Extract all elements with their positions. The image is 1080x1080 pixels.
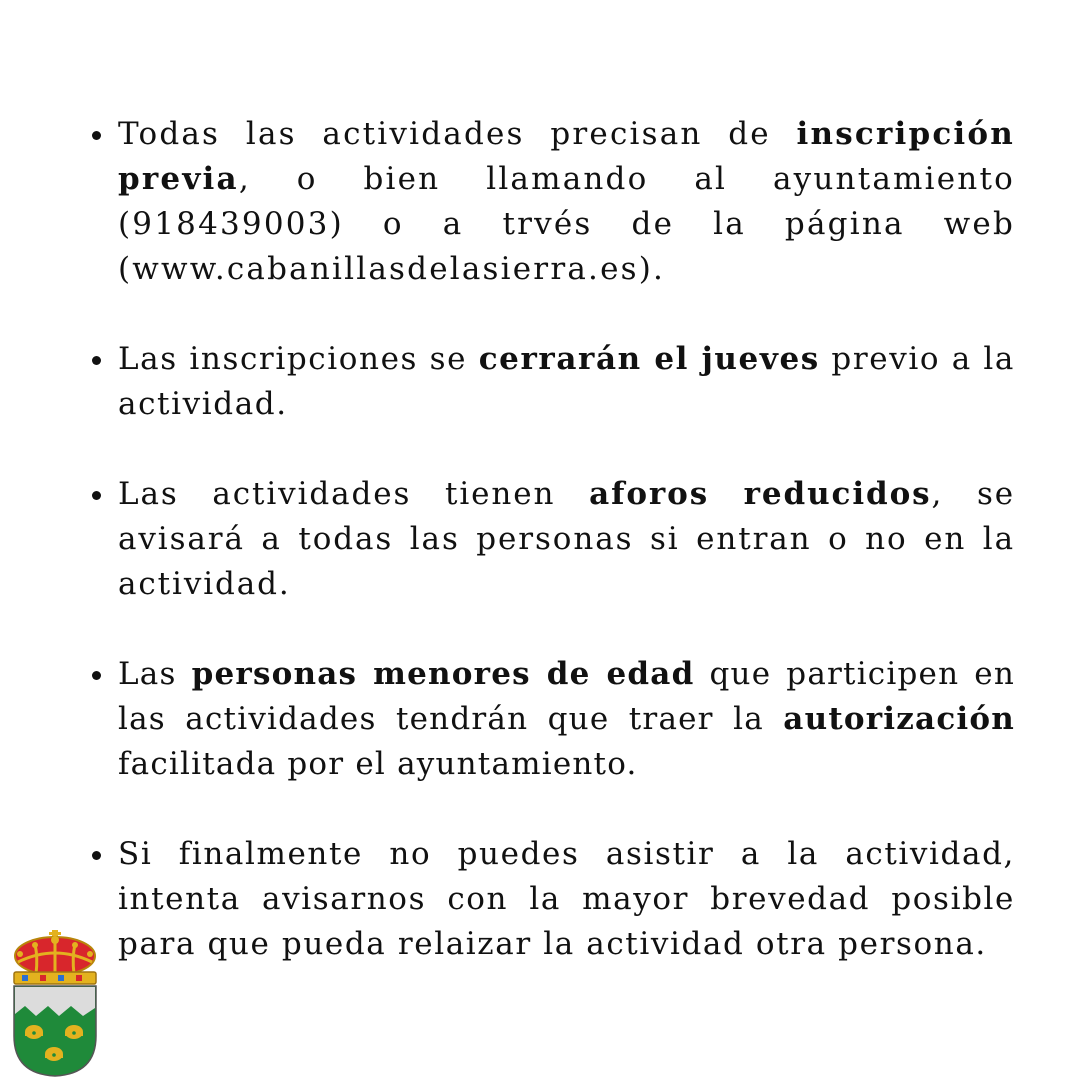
rule-text: Las	[118, 656, 192, 692]
bullet-icon	[92, 131, 101, 140]
bullet-icon	[92, 671, 101, 680]
rule-emphasis: inscripción previa	[118, 116, 1015, 197]
rule-text: que participen en las actividades tendrán que traer la	[118, 656, 1015, 737]
rule-item	[118, 652, 1015, 787]
rule-emphasis: personas menores de edad	[191, 656, 695, 692]
rule-item	[118, 472, 1015, 607]
rule-text: Todas las actividades precisan de	[118, 116, 797, 152]
bullet-icon	[92, 491, 101, 500]
rule-item	[118, 112, 1015, 292]
rule-text: , o bien llamando al ayuntamiento (918439003) o a trvés de la página web (www.cabanillasdelasierra.es).	[118, 161, 1015, 287]
rule-text: Las inscripciones se	[118, 341, 479, 377]
crown-icon	[14, 930, 96, 984]
rule-text: Si finalmente no puedes asistir a la actividad, intenta avisarnos con la mayor brevedad posible para que pueda relaizar la actividad otra persona.	[118, 836, 1015, 962]
coat-of-arms-icon	[8, 928, 102, 1078]
bullet-icon	[92, 851, 101, 860]
shield-icon	[14, 986, 96, 1076]
rule-text: , se avisará a todas las personas si entran o no en la actividad.	[118, 476, 1016, 602]
rules-list	[118, 112, 1015, 967]
rule-emphasis: cerrarán el jueves	[478, 341, 820, 377]
bullet-icon	[92, 356, 101, 365]
rule-emphasis: aforos reducidos	[589, 476, 932, 512]
rule-emphasis: autorización	[783, 701, 1015, 737]
rule-text: facilitada por el ayuntamiento.	[118, 746, 638, 782]
rule-item	[118, 337, 1015, 427]
rule-item	[118, 832, 1015, 967]
rule-text: Las actividades tienen	[118, 476, 590, 512]
rule-text: previo a la actividad.	[118, 341, 1016, 422]
